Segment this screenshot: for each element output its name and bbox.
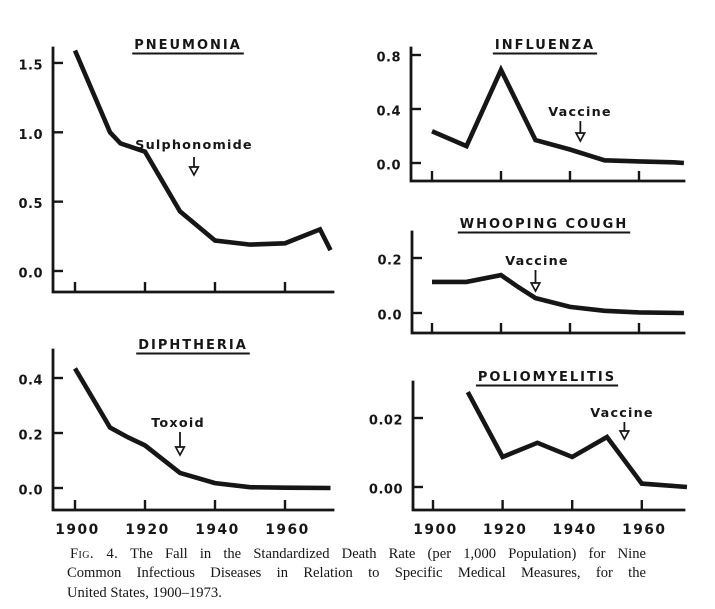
figure-caption xyxy=(67,545,646,603)
diphtheria-x-tick-label: 1920 xyxy=(125,522,170,538)
diphtheria-y-tick-label: 0.4 xyxy=(18,373,43,389)
poliomyelitis-series-line xyxy=(468,392,687,487)
diphtheria-x-tick-label: 1940 xyxy=(195,522,240,538)
caption-line: Common Infectious Diseases in Relation to Specific Medical Measures, for the xyxy=(67,565,646,582)
influenza-y-tick-label: 0.0 xyxy=(376,158,401,174)
pneumonia-title: PNEUMONIA xyxy=(134,38,242,53)
poliomyelitis-chart xyxy=(369,370,687,538)
whooping-cough-annotation-label: Vaccine xyxy=(505,254,569,269)
diphtheria-title: DIPHTHERIA xyxy=(138,338,248,353)
caption-line: United States, 1900–1973. xyxy=(67,584,222,601)
whooping-cough-y-tick-label: 0.2 xyxy=(377,253,402,269)
pneumonia-y-tick-label: 1.0 xyxy=(18,127,43,143)
poliomyelitis-x-tick-label: 1900 xyxy=(413,522,458,538)
caption-line xyxy=(67,545,646,564)
pneumonia-y-tick-label: 1.5 xyxy=(18,58,43,74)
poliomyelitis-down-arrow-icon xyxy=(620,431,629,439)
caption-fig-label: Fig. 4. xyxy=(70,546,119,562)
diphtheria-x-tick-label: 1960 xyxy=(265,522,310,538)
poliomyelitis-x-tick-label: 1960 xyxy=(622,522,667,538)
diphtheria-annotation-label: Toxoid xyxy=(151,416,205,431)
pneumonia-chart xyxy=(18,38,333,292)
pneumonia-annotation-label: Sulphonomide xyxy=(135,138,253,153)
whooping-cough-down-arrow-icon xyxy=(531,283,540,291)
poliomyelitis-title: POLIOMYELITIS xyxy=(477,370,617,385)
poliomyelitis-x-tick-label: 1940 xyxy=(552,522,597,538)
pneumonia-y-tick-label: 0.0 xyxy=(18,266,43,282)
influenza-annotation-label: Vaccine xyxy=(548,105,612,120)
influenza-title: INFLUENZA xyxy=(494,38,596,53)
influenza-down-arrow-icon xyxy=(576,133,585,141)
diphtheria-y-tick-label: 0.0 xyxy=(18,483,43,499)
whooping-cough-y-tick-label: 0.0 xyxy=(377,308,402,324)
whooping-cough-series-line xyxy=(432,275,684,313)
diphtheria-y-tick-label: 0.2 xyxy=(18,428,43,444)
pneumonia-down-arrow-icon xyxy=(190,167,199,175)
poliomyelitis-x-tick-label: 1920 xyxy=(482,522,528,538)
influenza-chart xyxy=(376,38,684,181)
poliomyelitis-annotation-label: Vaccine xyxy=(590,406,654,421)
pneumonia-y-tick-label: 0.5 xyxy=(18,197,43,213)
whooping-cough-chart xyxy=(377,217,684,333)
caption-text: The Fall in the Standardized Death Rate (per 1,000 Population) for Nine xyxy=(130,546,646,562)
diphtheria-chart xyxy=(18,338,333,538)
diphtheria-x-tick-label: 1900 xyxy=(55,522,100,538)
poliomyelitis-y-tick-label: 0.02 xyxy=(368,413,403,429)
influenza-y-tick-label: 0.4 xyxy=(376,104,401,120)
influenza-y-tick-label: 0.8 xyxy=(376,50,401,66)
whooping-cough-title: WHOOPING COUGH xyxy=(459,217,629,232)
diphtheria-down-arrow-icon xyxy=(176,447,185,455)
poliomyelitis-y-tick-label: 0.00 xyxy=(368,482,403,498)
